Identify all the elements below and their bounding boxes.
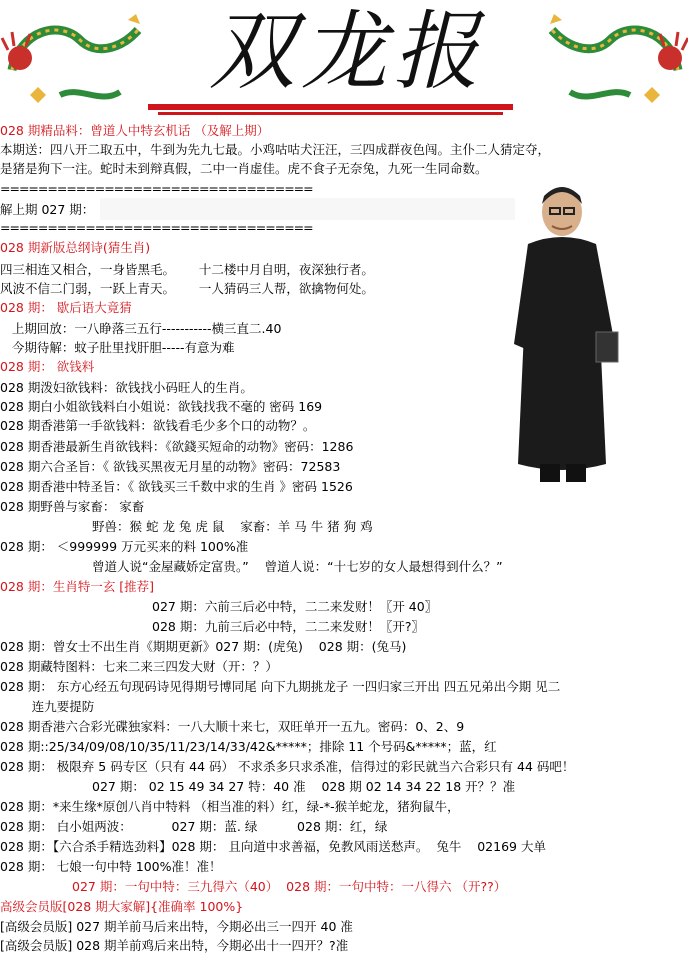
text-line: 曾道人说“金屋藏娇定富贵。” 曾道人说：“十七岁的女人最想得到什么？” (92, 559, 503, 574)
title-underline-top (148, 104, 513, 110)
text-line: 028 期： 欲钱料 (0, 359, 95, 374)
text-line: 解上期 027 期： (0, 202, 95, 217)
text-line: 四三相连又相合，一身皆黑毛。 十二楼中月自明，夜深独行者。 (0, 262, 374, 277)
divider-2: ================================= (0, 220, 313, 235)
divider-1: ================================= (0, 181, 313, 196)
text-line: 028 期香港中特圣旨：《 欲钱买三千数中求的生肖 》密码 1526 (0, 479, 353, 494)
text-line: 本期送：四八开二取五中，牛到为先九七最。小鸡咕咕犬汪汪，三四成群夜色闯。主仆二人猜定夺， (0, 142, 551, 157)
portrait-figure-icon (500, 182, 640, 492)
text-line: 028 期精品料：曾道人中特玄机话 （及解上期） (0, 123, 270, 138)
text-line: 028 期香港最新生肖欲钱料：《欲錢买短命的动物》密码：1286 (0, 439, 354, 454)
title-underline-bottom (158, 112, 503, 115)
text-line: 028 期： 白小姐两波： 027 期：蓝. 绿 028 期：红，绿 (0, 819, 388, 834)
text-line: 028 期白小姐欲钱料白小姐说：欲钱找我不毫的 密码 169 (0, 399, 323, 414)
dragon-right-icon (540, 0, 688, 118)
newspaper-title: 双龙报 (209, 2, 485, 102)
text-line: 高级会员版[028 期大家解]{准确率 100%} (0, 899, 244, 914)
text-line: [高级会员版] 028 期羊前鸡后来出特，今期必出十一四开？?准 (0, 938, 349, 953)
text-line: 027 期： 02 15 49 34 27 特：40 准 028 期 02 14 34 22 18 开？？准 (92, 779, 516, 794)
text-line: 风波不信二门弱，一跃上青天。 一人猜码三人帮，欲擒物何处。 (0, 281, 374, 296)
masthead (0, 0, 688, 120)
text-line: 028 期： 歇后语大竟猜 (0, 300, 132, 315)
text-line: 028 期：*来生缘*原创八肖中特料 （相当准的料）红，绿-*-猴羊蛇龙，猪狗鼠牛， (0, 799, 460, 814)
text-line: 028 期::25/34/09/08/10/35/11/23/14/33/42&*****；排除 11 个号码&*****；蓝，红 (0, 739, 497, 754)
text-line: 上期回放：一八睁落三五行-----------横三直二.40 (0, 321, 282, 336)
dragon-left-icon (0, 0, 150, 118)
text-line: 028 期：九前三后必中特，二二来发财！〖开?〗 (152, 619, 424, 634)
text-line: 028 期新版总纲诗(猜生肖) (0, 240, 151, 255)
text-line: 028 期： 东方心经五句现码诗见得期号博同尾 向下九期挑龙子 一四归家三开出 四五兄弟出今期 见二 (0, 679, 561, 694)
text-line: 028 期： 七娘一句中特 100%准！准！ (0, 859, 222, 874)
text-line: 028 期香港第一手欲钱料：欲钱看毛少多个口的动物？。 (0, 418, 316, 433)
text-line: 027 期：一句中特：三九得六（40） 028 期：一句中特：一八得六 （开??） (72, 879, 507, 894)
text-line: 027 期：六前三后必中特，二二来发财！〖开 40〗 (152, 599, 438, 614)
text-line: 028 期六合圣旨：《 欲钱买黑夜无月星的动物》密码：72583 (0, 459, 341, 474)
text-line: 028 期：曾女士不出生肖《期期更新》027 期：(虎兔) 028 期：(兔马) (0, 639, 407, 654)
text-line: 028 期：生肖特一玄 [推荐] (0, 579, 155, 594)
text-line: 028 期泼妇欲钱料：欲钱找小码旺人的生肖。 (0, 380, 253, 395)
text-line: 今期待解：蚊子肚里找肝胆-----有意为难 (0, 340, 235, 355)
text-line: 028 期： 极限弃 5 码专区（只有 44 码） 不求杀多只求杀准，信得过的彩民就当六合彩只有 44 码吧！ (0, 759, 575, 774)
text-line: [高级会员版] 027 期羊前马后来出特，今期必出三一四开 40 准 (0, 919, 353, 934)
text-line: 028 期香港六合彩光碟独家料：一八大顺十来七，双旺单开一五九。密码：0、2、9 (0, 719, 465, 734)
text-line: 连九要提防 (0, 699, 95, 714)
text-line: 028 期：【六合杀手精选劲料】028 期： 且向道中求善福，免教风雨送愁声。 兔牛 02169 大单 (0, 839, 546, 854)
text-line: 是猪是狗下一注。蛇时未到辩真假，二中一肖虚佳。虎不食子无奈兔，九死一生同命数。 (0, 161, 488, 176)
text-line: 028 期藏特图料：七来二来三四发大财（开：？） (0, 659, 278, 674)
text-line: 028 期野兽与家畜： 家畜 (0, 499, 145, 514)
answer-placeholder (100, 198, 515, 220)
text-line: 野兽：猴 蛇 龙 兔 虎 鼠 家畜：羊 马 牛 猪 狗 鸡 (92, 519, 373, 534)
text-line: 028 期： ＜999999 万元买来的料 100%准 (0, 539, 249, 554)
